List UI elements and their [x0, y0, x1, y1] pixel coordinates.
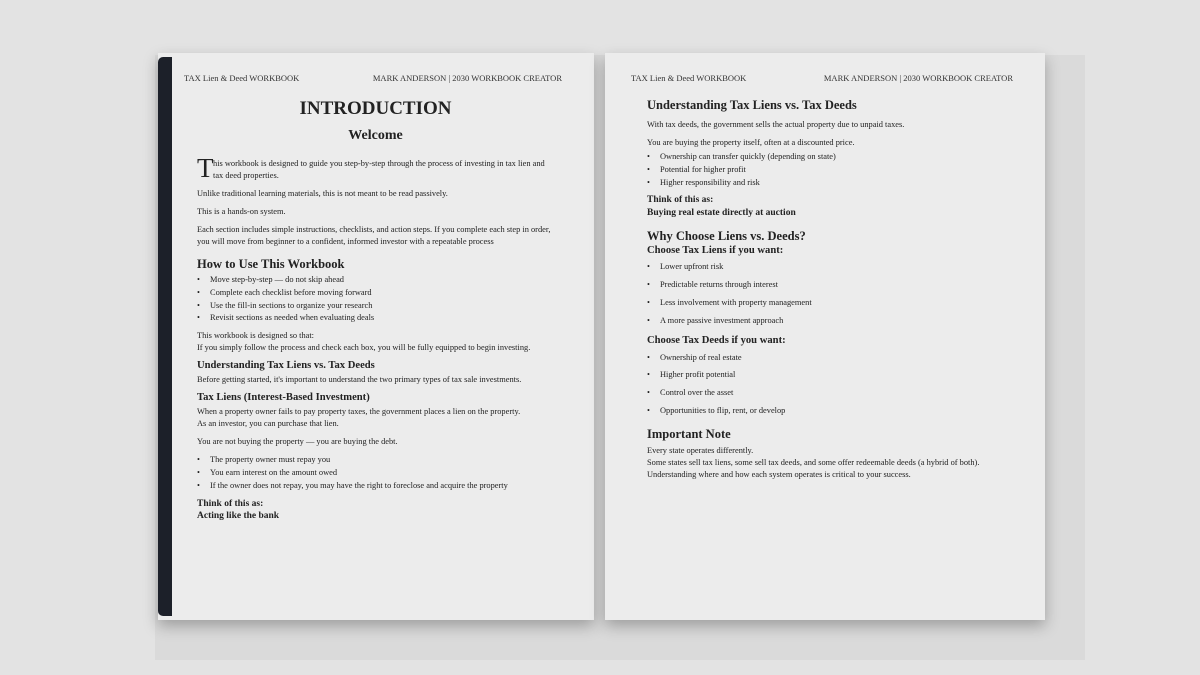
heading-choose-deeds: Choose Tax Deeds if you want:: [647, 334, 786, 346]
section-subtitle: Welcome: [348, 128, 403, 143]
paragraph: Unlike traditional learning materials, this is not meant to be read passively.: [197, 189, 448, 198]
list-item: • Higher profit potential: [647, 366, 1009, 384]
intro-paragraph: [197, 153, 554, 183]
list-item: • If the owner does not repay, you may have the right to foreclose and acquire the property: [197, 480, 554, 493]
paragraph: This workbook is designed so that:: [197, 331, 315, 341]
paragraph: With tax deeds, the government sells the actual property due to unpaid taxes.: [647, 120, 905, 129]
running-header-author: MARK ANDERSON | 2030 WORKBOOK CREATOR: [372, 73, 562, 83]
think-label: Think of this as:: [647, 195, 714, 206]
running-header-author: MARK ANDERSON | 2030 WORKBOOK CREATOR: [823, 73, 1013, 83]
how-to-use-list: [197, 274, 554, 325]
paragraph: When a property owner fails to pay property taxes, the government places a lien on the property.: [197, 407, 521, 417]
heading-choose-liens: Choose Tax Liens if you want:: [647, 245, 784, 257]
workbook-page-right: [605, 53, 1045, 620]
think-value: Buying real estate directly at auction: [647, 207, 796, 218]
list-item: • Move step-by-step — do not skip ahead: [197, 274, 554, 287]
tax-liens-list: [197, 454, 554, 492]
workbook-page-left: [158, 53, 594, 620]
heading-important-note: Important Note: [647, 426, 731, 441]
page-title: INTRODUCTION: [299, 98, 452, 119]
paragraph: Some states sell tax liens, some sell tax deeds, and some offer redeemable deeds (a hybrid of both).: [647, 457, 980, 467]
choose-deeds-list: [647, 349, 1009, 420]
list-item: • Predictable returns through interest: [647, 276, 1009, 294]
tax-deeds-list: [647, 151, 1009, 189]
paragraph: Every state operates differently.: [647, 445, 754, 455]
paragraph: Before getting started, it's important to understand the two primary types of tax sale investments.: [197, 375, 522, 385]
list-item: • Ownership of real estate: [647, 349, 1009, 367]
running-header-title: TAX Lien & Deed WORKBOOK: [631, 73, 747, 83]
heading-tax-liens: Tax Liens (Interest-Based Investment): [197, 392, 370, 404]
heading-how-to-use: How to Use This Workbook: [197, 257, 345, 271]
paragraph: This is a hands-on system.: [197, 207, 286, 216]
page-right-content: [647, 97, 1009, 481]
list-item: • Use the fill-in sections to organize your research: [197, 300, 554, 313]
list-item: • Higher responsibility and risk: [647, 177, 1009, 190]
choose-liens-list: [647, 258, 1009, 329]
list-item: • Lower upfront risk: [647, 258, 1009, 276]
list-item: • A more passive investment approach: [647, 312, 1009, 330]
intro-text: his workbook is designed to guide you step-by-step through the process of investing in tax lien and tax deed properties.: [213, 159, 545, 180]
paragraph: You are not buying the property — you are buying the debt.: [197, 437, 398, 447]
list-item: • Ownership can transfer quickly (depending on state): [647, 151, 1009, 164]
heading-understanding-deeds: Understanding Tax Liens vs. Tax Deeds: [647, 98, 857, 112]
list-item: • Opportunities to flip, rent, or develop: [647, 402, 1009, 420]
list-item: • Revisit sections as needed when evaluating deals: [197, 312, 554, 325]
heading-why-choose: Why Choose Liens vs. Deeds?: [647, 229, 806, 244]
paragraph: If you simply follow the process and check each box, you will be fully equipped to begin investing.: [197, 343, 531, 353]
think-value: Acting like the bank: [197, 511, 280, 522]
paragraph: Each section includes simple instructions, checklists, and action steps. If you complete each step in order, you will move from beginner to a confident, informed investor with a repeatable process: [197, 225, 551, 246]
paragraph: You are buying the property itself, often at a discounted price.: [647, 138, 855, 147]
heading-understanding: Understanding Tax Liens vs. Tax Deeds: [197, 360, 375, 372]
paragraph: Understanding where and how each system operates is critical to your success.: [647, 469, 911, 479]
list-item: • You earn interest on the amount owed: [197, 467, 554, 480]
page-left-content: [197, 97, 554, 523]
list-item: • Complete each checklist before moving forward: [197, 287, 554, 300]
list-item: • Potential for higher profit: [647, 164, 1009, 177]
list-item: • Less involvement with property management: [647, 294, 1009, 312]
running-header-title: TAX Lien & Deed WORKBOOK: [184, 73, 300, 83]
list-item: • The property owner must repay you: [197, 454, 554, 467]
book-spine: [158, 57, 172, 616]
list-item: • Control over the asset: [647, 384, 1009, 402]
drop-cap: T: [197, 153, 214, 183]
paragraph: As an investor, you can purchase that lien.: [197, 419, 339, 429]
think-label: Think of this as:: [197, 498, 264, 509]
